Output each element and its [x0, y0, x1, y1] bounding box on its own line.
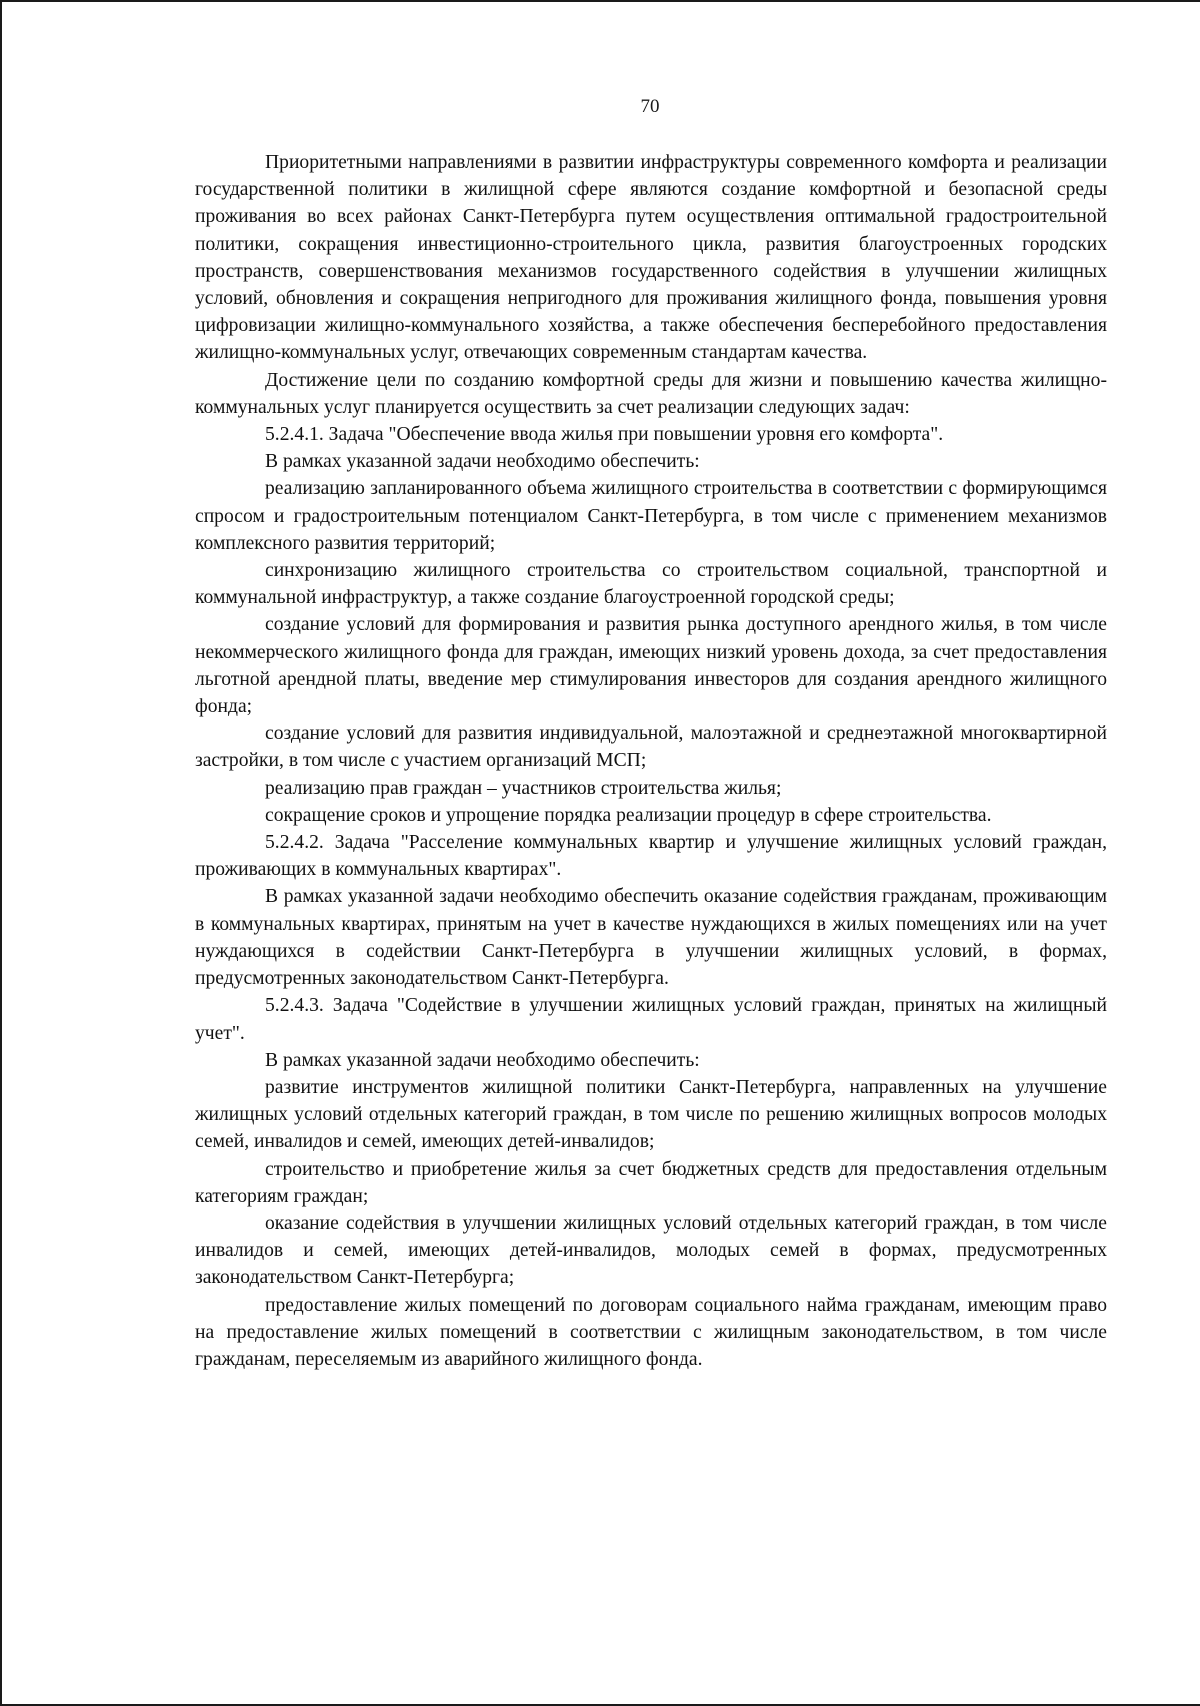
paragraph: Приоритетными направлениями в развитии инфраструктуры современного комфорта и реализации государственной политики в жилищной сфере являются создание комфортной и безопасной среды проживания во всех районах Санкт-Петербурга путем осуществления оптимальной градостроительной политики, сокращения инвестиционно-строительного цикла, развития благоустроенных городских пространств, совершенствования механизмов государственного содействия в улучшении жилищных условий, обновления и сокращения непригодного для проживания жилищного фонда, повышения уровня цифровизации жилищно-коммунального хозяйства, а также обеспечения бесперебойного предоставления жилищно-коммунальных услуг, отвечающих современным стандартам качества.	[195, 152, 1107, 364]
list-item: создание условий для формирования и развития рынка доступного арендного жилья, в том числе некоммерческого жилищного фонда для граждан, имеющих низкий уровень дохода, за счет предоставления льготной арендной платы, введение мер стимулирования инвесторов для создания арендного жилищного фонда;	[195, 614, 1107, 718]
document-body	[195, 149, 1107, 1373]
list-item: развитие инструментов жилищной политики Санкт-Петербурга, направленных на улучшение жилищных условий отдельных категорий граждан, в том числе по решению жилищных вопросов молодых семей, инвалидов и семей, имеющих детей-инвалидов;	[195, 1076, 1107, 1153]
paragraph: В рамках указанной задачи необходимо обеспечить:	[265, 1049, 700, 1071]
section-heading-5-2-4-3: 5.2.4.3. Задача "Содействие в улучшении жилищных условий граждан, принятых на жилищный учет".	[195, 995, 1107, 1044]
list-item: синхронизацию жилищного строительства со строительством социальной, транспортной и коммунальной инфраструктур, а также создание благоустроенной городской среды;	[195, 560, 1107, 609]
list-item: создание условий для развития индивидуальной, малоэтажной и среднеэтажной многоквартирной застройки, в том числе с участием организаций МСП;	[195, 723, 1107, 772]
section-heading-5-2-4-1: 5.2.4.1. Задача "Обеспечение ввода жилья при повышении уровня его комфорта".	[265, 424, 944, 446]
list-item: реализацию прав граждан – участников строительства жилья;	[265, 777, 782, 799]
list-item: реализацию запланированного объема жилищного строительства в соответствии с формирующимся спросом и градостроительным потенциалом Санкт-Петербурга, в том числе с применением механизмов комплексного развития территорий;	[195, 478, 1107, 554]
page-number: 70	[640, 96, 660, 117]
list-item: предоставление жилых помещений по договорам социального найма гражданам, имеющим право на предоставление жилых помещений в соответствии с жилищным законодательством, в том числе гражданам, переселяемым из аварийного жилищного фонда.	[195, 1294, 1107, 1370]
paragraph: В рамках указанной задачи необходимо обеспечить оказание содействия гражданам, проживающим в коммунальных квартирах, принятым на учет в качестве нуждающихся в жилых помещениях или на учет нуждающихся в содействии Санкт-Петербурга в улучшении жилищных условий, в формах, предусмотренных законодательством Санкт-Петербурга.	[195, 886, 1107, 990]
list-item: сокращение сроков и упрощение порядка реализации процедур в сфере строительства.	[265, 804, 992, 826]
section-heading-5-2-4-2: 5.2.4.2. Задача "Расселение коммунальных квартир и улучшение жилищных условий граждан, проживающих в коммунальных квартирах".	[195, 832, 1107, 881]
paragraph: Достижение цели по созданию комфортной среды для жизни и повышению качества жилищно-коммунальных услуг планируется осуществить за счет реализации следующих задач:	[195, 369, 1107, 418]
paragraph: В рамках указанной задачи необходимо обеспечить:	[265, 451, 700, 473]
list-item: строительство и приобретение жилья за счет бюджетных средств для предоставления отдельным категориям граждан;	[195, 1158, 1107, 1207]
list-item: оказание содействия в улучшении жилищных условий отдельных категорий граждан, в том числе инвалидов и семей, имеющих детей-инвалидов, молодых семей в формах, предусмотренных законодательством Санкт-Петербурга;	[195, 1212, 1107, 1289]
